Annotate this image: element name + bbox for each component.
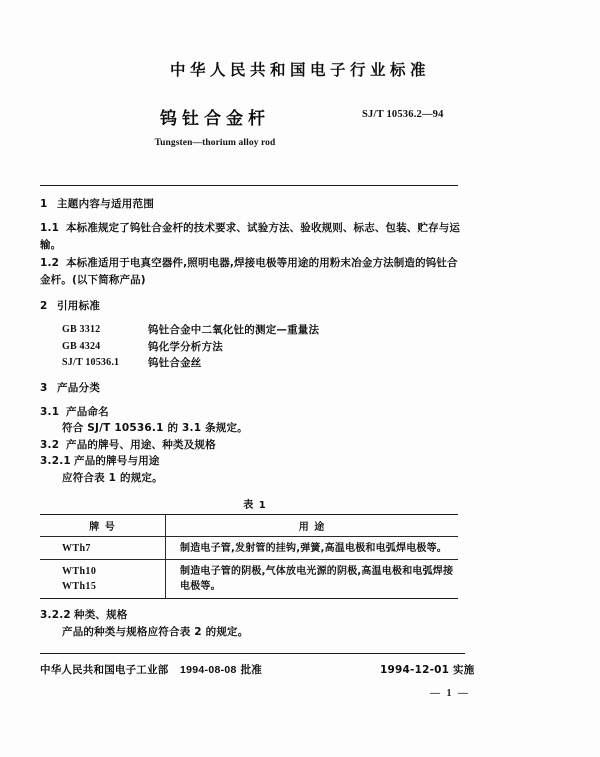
reference-name: 钨化学分析方法	[148, 340, 223, 353]
list-item	[62, 355, 470, 372]
footer-approval	[40, 662, 262, 677]
clause-3-1-number: 3.1	[40, 405, 60, 418]
clause-3-2-1-heading	[40, 453, 470, 470]
clause-1-1	[40, 220, 470, 253]
footer-divider-rule	[40, 653, 465, 654]
clause-3-2-1-title: 产品的牌号与用途	[74, 455, 160, 467]
list-item	[62, 322, 470, 339]
clause-1-2	[40, 255, 470, 272]
section-2-title: 引用标准	[57, 300, 101, 312]
clause-3-2-1-text: 应符合表 1 的规定。	[62, 471, 163, 484]
section-2-number: 2	[40, 300, 48, 312]
clause-3-2-heading	[40, 437, 470, 454]
section-1-title: 主题内容与适用范围	[57, 198, 155, 210]
clause-1-2-text: 本标准适用于电真空器件,照明电器,焊接电极等用途的用粉末冶金方法制造的钨钍合	[66, 257, 458, 269]
section-3-title: 产品分类	[57, 381, 101, 394]
cell-grade: WTh10	[62, 566, 97, 577]
clause-3-1-heading	[40, 404, 470, 421]
reference-code: GB 3312	[62, 324, 101, 335]
reference-code: GB 4324	[62, 340, 101, 352]
table-row	[40, 560, 458, 599]
section-3-number: 3	[40, 381, 48, 394]
header-divider-rule	[40, 185, 458, 186]
table-1	[40, 514, 458, 599]
document-body	[40, 196, 470, 640]
spacer	[40, 372, 470, 380]
reference-code: SJ/T 10536.1	[62, 357, 120, 368]
referenced-standards-list	[40, 322, 470, 372]
clause-1-2-number: 1.2	[40, 257, 60, 269]
page-footer	[40, 662, 475, 680]
clause-3-2-title: 产品的牌号、用途、种类及规格	[66, 438, 216, 451]
page-number: — 1 —	[430, 688, 470, 699]
table-row	[40, 537, 458, 560]
spacer	[40, 599, 470, 607]
section-1-heading	[40, 196, 470, 211]
footer-effective-label: 实施	[453, 664, 475, 676]
masthead	[0, 58, 600, 80]
cell-use: 制造电子管的阴极,气体放电光源的阴极,高温电极和电弧焊接电极等。	[166, 560, 459, 599]
clause-1-1-text: 本标准规定了钨钍合金杆的技术要求、试验方法、验收规则、标志、包装、贮存与运输。	[40, 222, 461, 251]
column-header-use: 用 途	[166, 515, 459, 537]
table-1-caption: 表 1	[243, 500, 267, 511]
footer-approval-date: 1994-08-08	[179, 664, 237, 676]
section-1-number: 1	[40, 198, 48, 210]
section-2-heading	[40, 298, 470, 313]
footer-approval-label: 批准	[240, 664, 262, 676]
cell-grade-group	[40, 560, 166, 599]
grade-stack	[62, 564, 165, 594]
footer-issuer: 中华人民共和国电子工业部	[40, 664, 169, 676]
clause-3-2-1-number: 3.2.1	[40, 455, 71, 467]
document-title-en: Tungsten—thorium alloy rod	[154, 138, 276, 148]
clause-1-2-continuation: 金杆。(以下简称产品)	[40, 273, 146, 286]
document-title-cn: 钨钍合金杆	[160, 109, 270, 129]
reference-name: 钨钍合金中二氧化钍的测定—重量法	[148, 324, 320, 336]
column-header-grade: 牌 号	[40, 515, 166, 537]
issuing-organization-line: 中华人民共和国电子行业标准	[169, 61, 430, 79]
spacer	[40, 290, 470, 298]
clause-3-2-number: 3.2	[40, 438, 60, 451]
clause-3-2-2-heading	[40, 607, 470, 624]
clause-3-2-2-title: 种类、规格	[74, 609, 128, 621]
list-item	[62, 339, 470, 356]
clause-3-1-title: 产品命名	[66, 405, 109, 418]
clause-1-1-number: 1.1	[40, 222, 60, 234]
clause-3-1-text: 符合 SJ/T 10536.1 的 3.1 条规定。	[62, 422, 248, 434]
cell-grade: WTh15	[62, 581, 97, 592]
cell-use: 制造电子管,发射管的挂钩,弹簧,高温电极和电弧焊电极等。	[166, 537, 459, 560]
footer-effective	[380, 662, 474, 677]
cell-grade: WTh7	[40, 537, 166, 560]
table-header-row	[40, 515, 458, 537]
clause-3-2-2-number: 3.2.2	[40, 609, 71, 621]
clause-3-2-2-text: 产品的种类与规格应符合表 2 的规定。	[62, 625, 249, 638]
reference-name: 钨钍合金丝	[148, 357, 202, 369]
footer-effective-date: 1994-12-01	[380, 664, 450, 676]
section-3-heading	[40, 380, 470, 395]
standard-number: SJ/T 10536.2—94	[362, 109, 444, 120]
